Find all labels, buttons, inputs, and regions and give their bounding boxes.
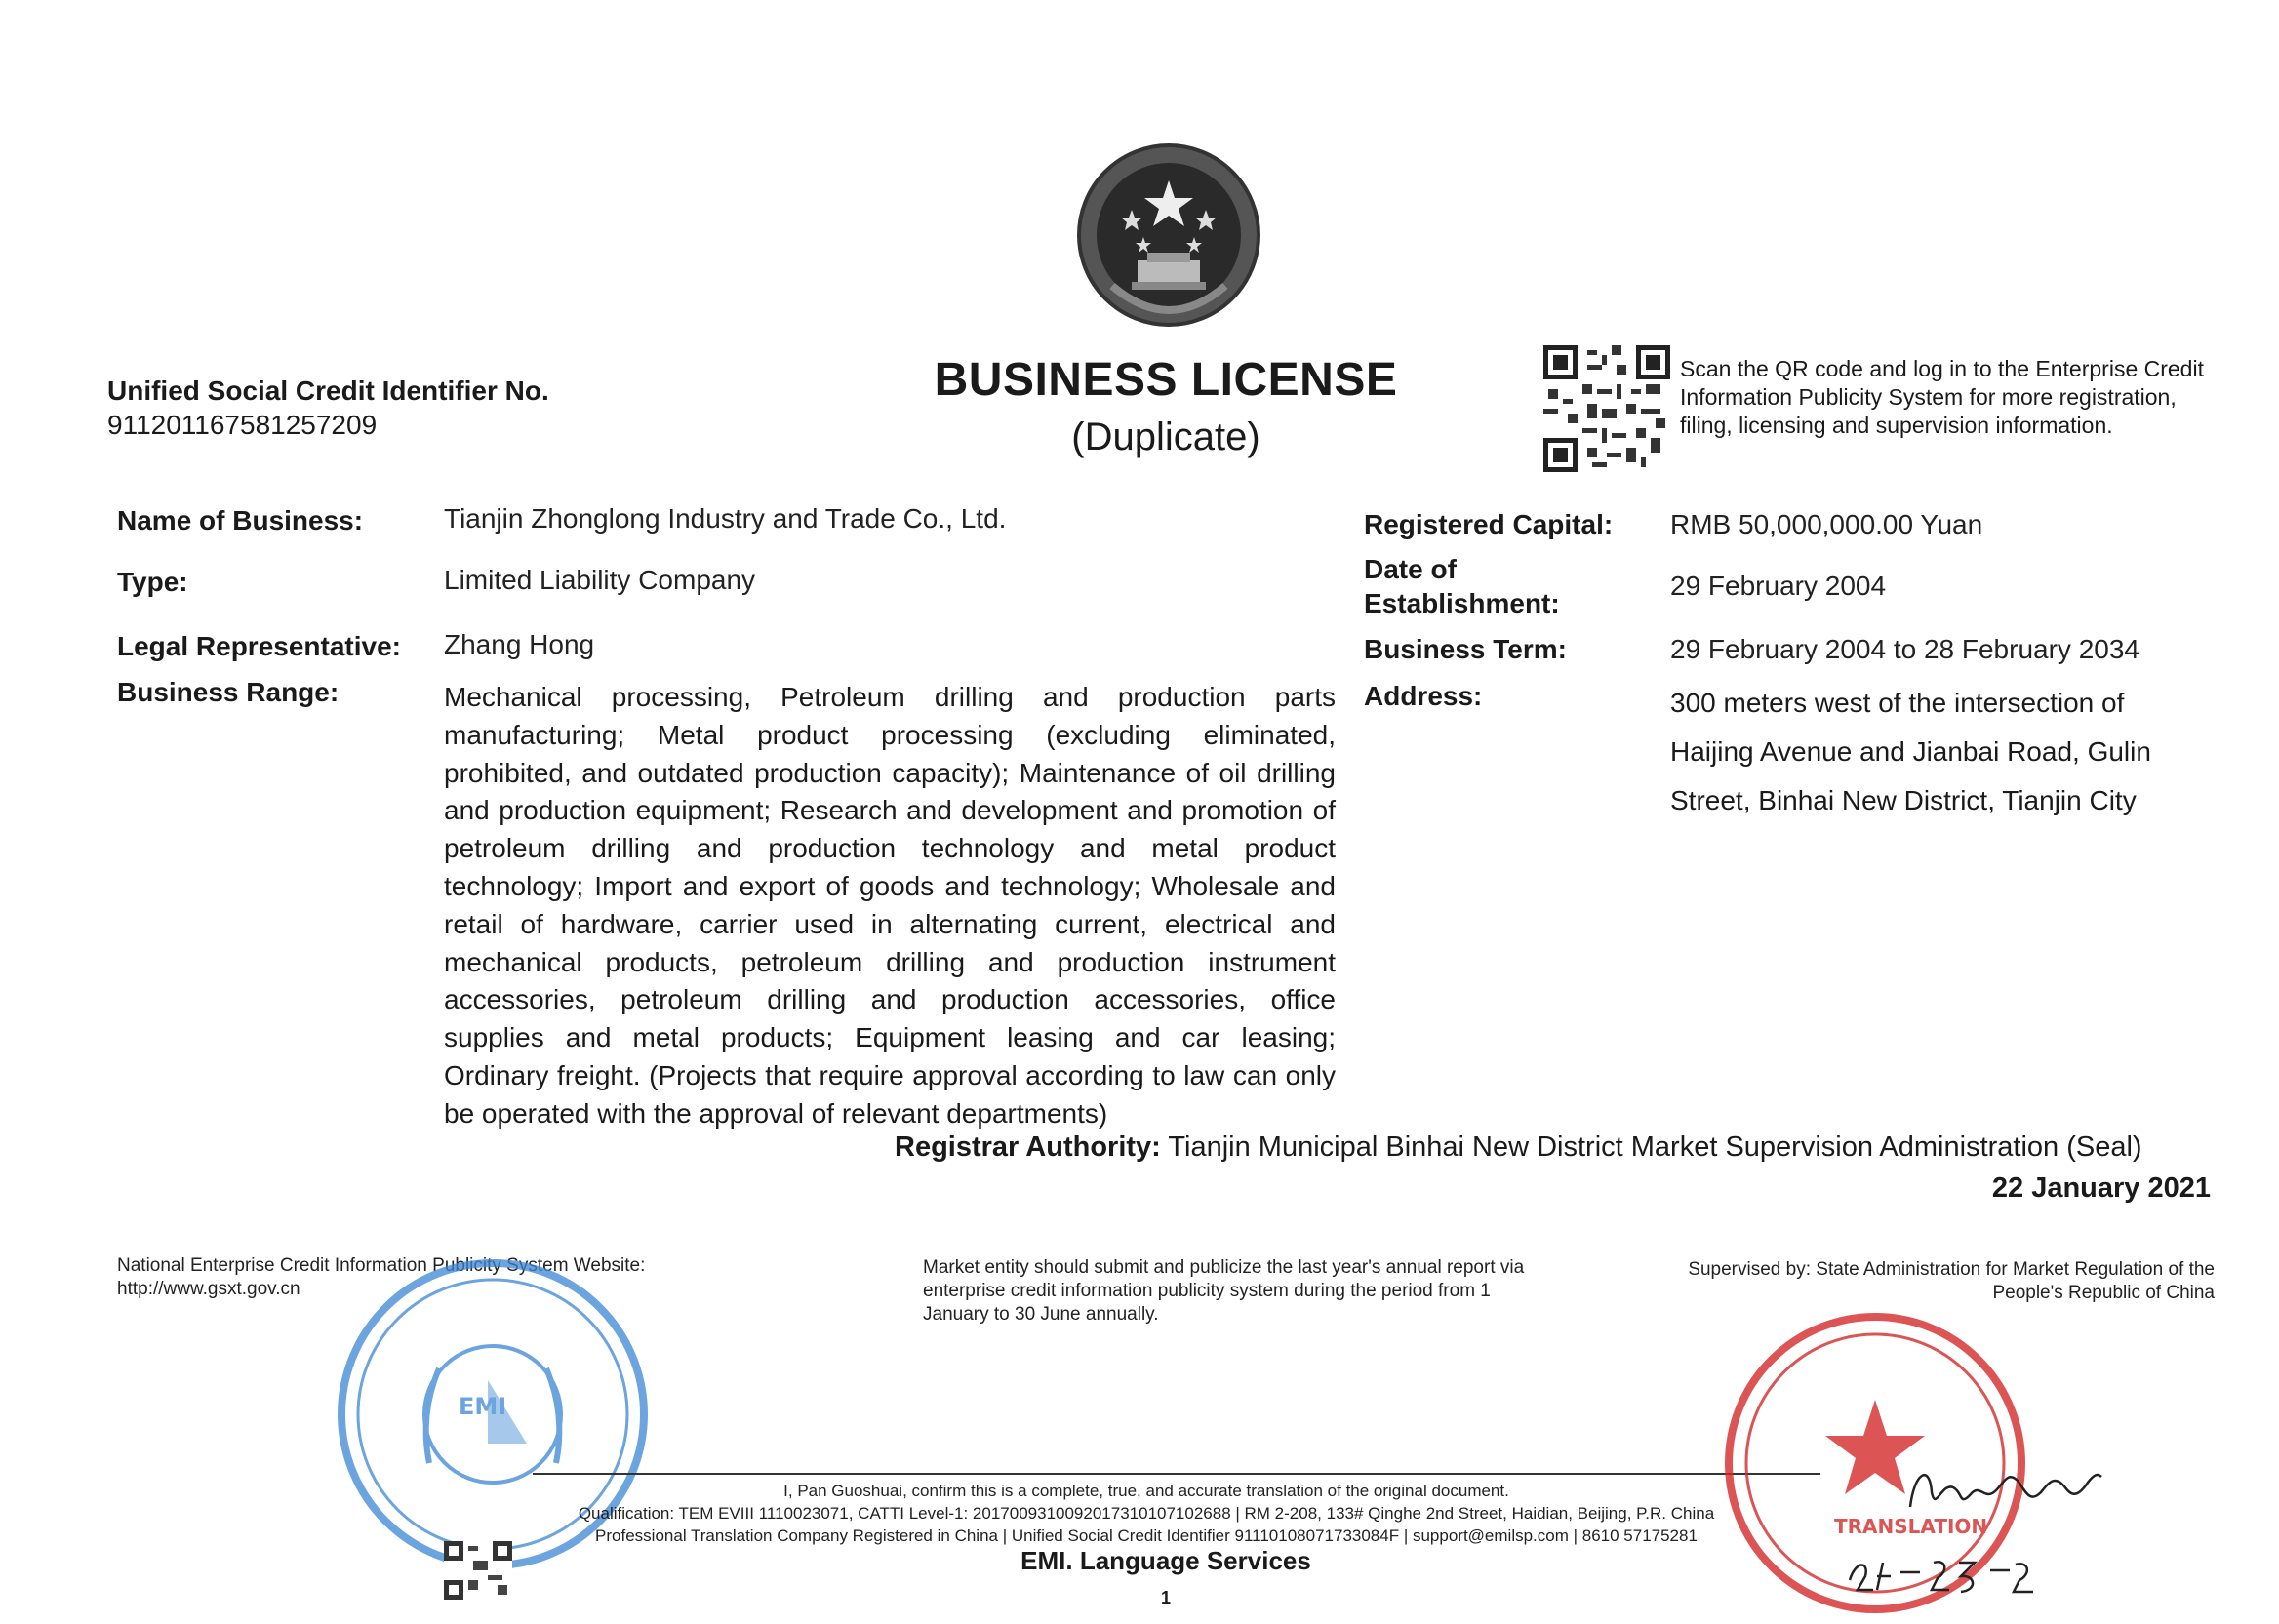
legal-representative-value: Zhang Hong (444, 629, 595, 659)
address-value: 300 meters west of the intersection of Haijing Avenue and Jianbai Road, Gulin Street, Binhai New District, Tianjin City (1670, 688, 2151, 815)
svg-text:TRANSLATION: TRANSLATION (1834, 1515, 1988, 1538)
certification-line-2: Qualification: TEM EVIII 1110023071, CATTI Level-1: 20170093100920173101071026​88 | RM 2-208, 133# Qinghe 2nd Street, Haidian, Beijing, P.R. China (578, 1504, 1715, 1523)
registered-capital-label: Registered Capital: (1364, 509, 1614, 539)
type-label: Type: (117, 567, 188, 597)
address-label: Address: (1364, 681, 1483, 711)
registrar-authority-label: Registrar Authority: (895, 1131, 1161, 1163)
legal-representative-label: Legal Representative: (117, 631, 401, 661)
page-number: 1 (1160, 1588, 1171, 1607)
qr-code-icon (1543, 345, 1670, 472)
certification-divider (533, 1473, 1820, 1475)
page-subtitle: (Duplicate) (1071, 416, 1260, 458)
certification-statement (449, 1480, 1844, 1547)
footer-supervisor-line2: People's Republic of China (1992, 1283, 2215, 1303)
date-of-establishment-value: 29 February 2004 (1670, 571, 1887, 601)
handwritten-date (1844, 1541, 2039, 1600)
page-title: BUSINESS LICENSE (934, 354, 1398, 406)
national-emblem-icon (1073, 139, 1264, 331)
registered-capital-value: RMB 50,000,000.00 Yuan (1670, 509, 1983, 539)
qr-instruction: Scan the QR code and log in to the Enterprise Credit Information Publicity System for more registration, filing, licensing and supervision information. (1680, 356, 2204, 438)
certification-line-1: I, Pan Guoshuai, confirm this is a complete, true, and accurate translation of the original document. (783, 1482, 1509, 1500)
footer-website-url: http://www.gsxt.gov.cn (117, 1279, 300, 1299)
registration-date: 22 January 2021 (1991, 1172, 2211, 1204)
business-range-label: Business Range: (117, 677, 340, 707)
type-value: Limited Liability Company (444, 565, 756, 595)
footer-supervisor-line1: Supervised by: State Administration for Market Regulation of the (1688, 1259, 2215, 1280)
registrar-authority-value: Tianjin Municipal Binhai New District Market Supervision Administration (Seal) (1168, 1131, 2142, 1163)
date-of-establishment-label-line1: Date of (1364, 554, 1457, 584)
date-of-establishment-label-line2: Establishment: (1364, 588, 1560, 618)
name-of-business-value: Tianjin Zhonglong Industry and Trade Co., Ltd. (444, 503, 1007, 534)
certification-line-3: Professional Translation Company Registered in China | Unified Social Credit Identifier 91110108071733084F | support@emilsp.com | 8610 57175281 (595, 1526, 1698, 1545)
name-of-business-label: Name of Business: (117, 505, 364, 535)
footer-supervisor-note (1580, 1258, 2215, 1305)
uscid-label: Unified Social Credit Identifier No. (107, 376, 549, 406)
business-range-value: Mechanical processing, Petroleum drilling and production parts manufacturing; Metal product processing (excluding eliminated, prohibited, and outdated production capacity); Maintenance of oil drilling and production equipment; Research and development and promotion of petroleum drilling and production technology and metal product technology; Import and export of goods and technology; Wholesale and retail of hardware, carrier used in alternating current, electrical and mechanical products, petroleum drilling and production instrument accessories, petroleum drilling and production accessories, office supplies and metal products; Equipment leasing and car leasing; Ordinary freight. (Projects that require approval according to law can only be operated with the approval of relevant departments) (444, 682, 1336, 1129)
business-term-value: 29 February 2004 to 28 February 2034 (1670, 634, 2139, 664)
business-term-label: Business Term: (1364, 634, 1567, 664)
footer-annual-report-note: Market entity should submit and publicize the last year's annual report via enterprise credit information publicity system during the period from 1 January to 30 June annually. (923, 1257, 1525, 1325)
footer-website-label: National Enterprise Credit Information Publicity System Website: (117, 1255, 646, 1276)
translator-signature (1902, 1453, 2107, 1522)
translation-company-name: EMI. Language Services (1020, 1546, 1311, 1575)
svg-text:EMI: EMI (459, 1393, 507, 1420)
date-of-establishment-label (1364, 552, 1560, 620)
registrar-authority (895, 1131, 2142, 1164)
uscid-value: 911201167581257209 (107, 410, 378, 440)
